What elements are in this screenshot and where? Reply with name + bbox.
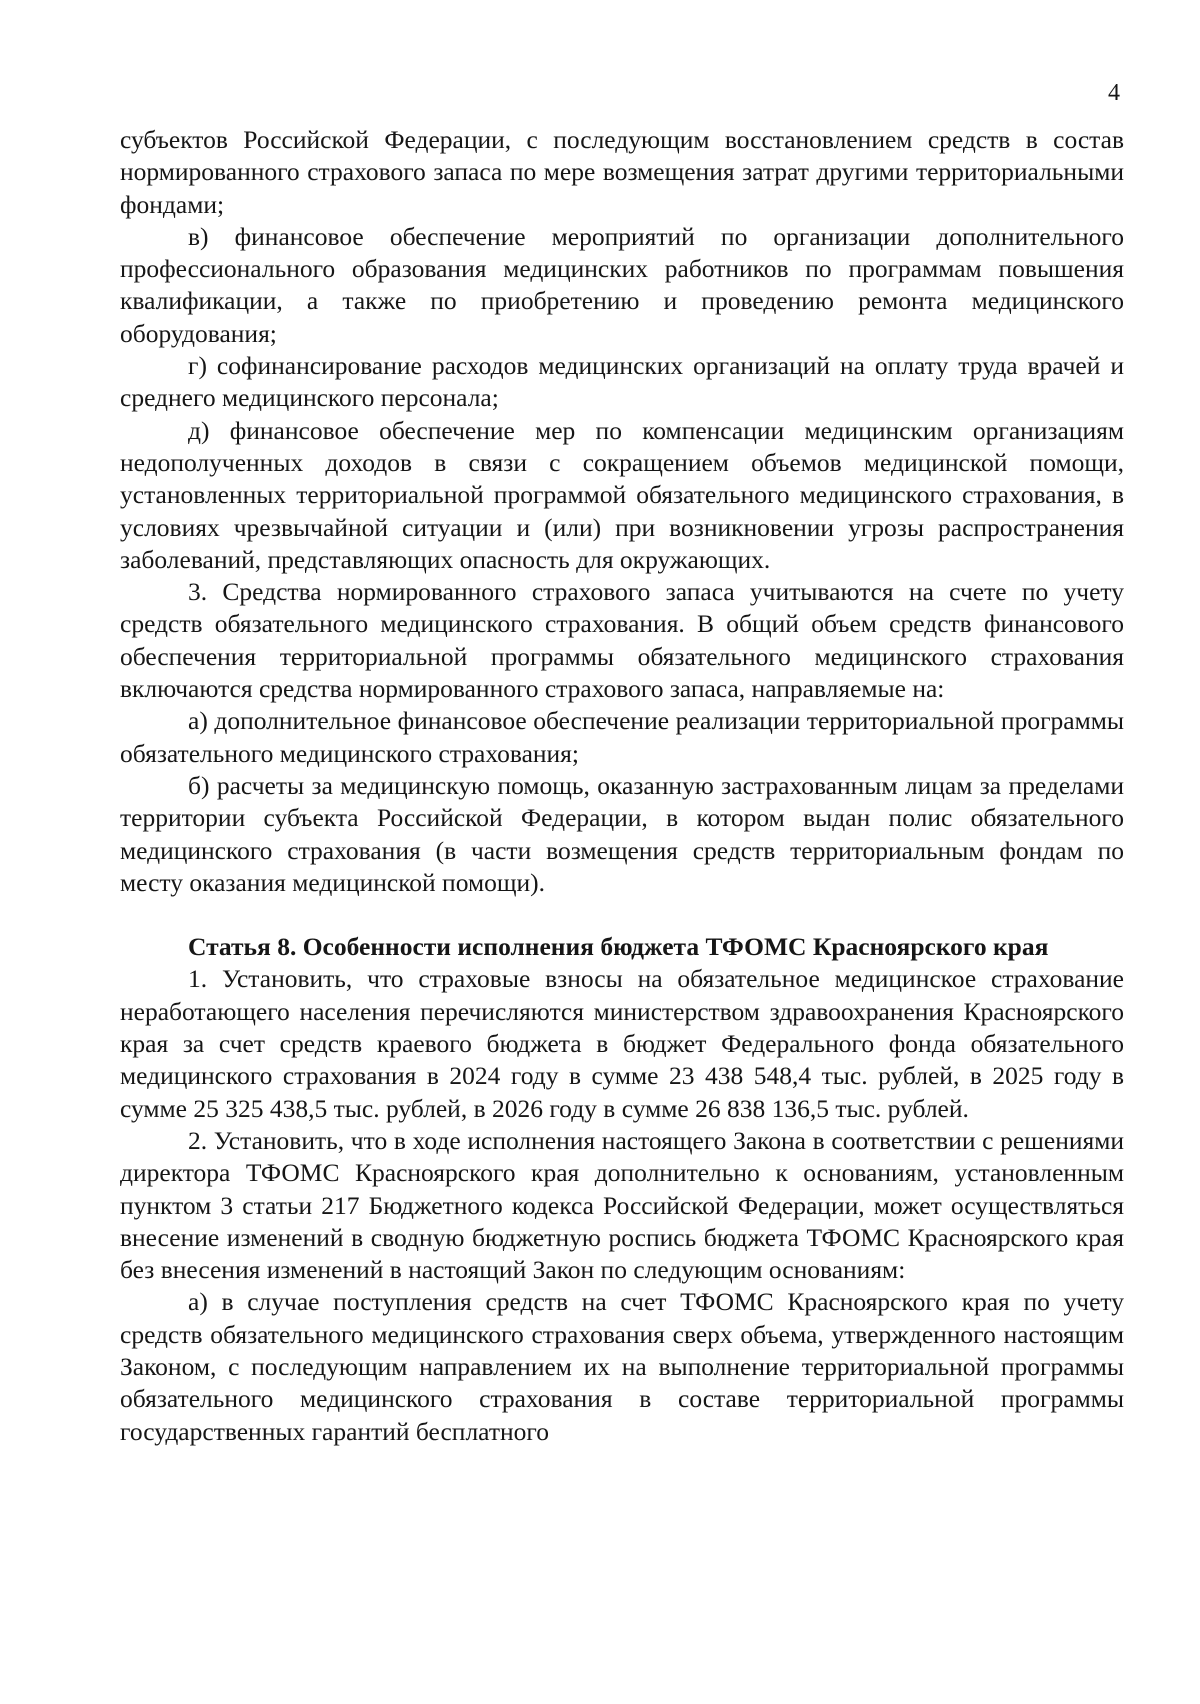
paragraph-clause-3: 3. Средства нормированного страхового запаса учитываются на счете по учету средств обязательного медицинского страхования. В общий объем средств финансового обеспечения территориальной программы обязательного медицинского страхования включаются средства нормированного страхового запаса, направляемые на: — [120, 577, 1124, 704]
paragraph-item-b: б) расчеты за медицинскую помощь, оказанную застрахованным лицам за пределами территории субъекта Российской Федерации, в котором выдан полис обязательного медицинского страхования (в части возмещения средств территориальным фондам по месту оказания медицинской помощи). — [120, 770, 1124, 897]
paragraph-item-a: а) дополнительное финансовое обеспечение реализации территориальной программы обязательного медицинского страхования; — [120, 706, 1124, 768]
paragraph-item-d: д) финансовое обеспечение мер по компенсации медицинским организациям недополученных доходов в связи с сокращением объемов медицинской помощи, установленных территориальной программой обязательного медицинского страхования, в условиях чрезвычайной ситуации и (или) при возникновении угрозы распространения заболеваний, представляющих опасность для окружающих. — [120, 415, 1124, 574]
paragraph-article-8-item-a: а) в случае поступления средств на счет ТФОМС Красноярского края по учету средств обязательного медицинского страхования сверх объема, утвержденного настоящим Законом, с последующим направлением их на выполнение территориальной программы обязательного медицинского страхования в составе территориальной программы государственных гарантий бесплатного — [120, 1287, 1124, 1446]
document-body — [120, 124, 1124, 1448]
article-8-heading: Статья 8. Особенности исполнения бюджета ТФОМС Красноярского края — [188, 932, 1049, 962]
paragraph-article-8-clause-2: 2. Установить, что в ходе исполнения настоящего Закона в соответствии с решениями директора ТФОМС Красноярского края дополнительно к основаниям, установленным пунктом 3 статьи 217 Бюджетного кодекса Российской Федерации, может осуществляться внесение изменений в сводную бюджетную роспись бюджета ТФОМС Красноярского края без внесения изменений в настоящий Закон по следующим основаниям: — [120, 1125, 1124, 1285]
paragraph-item-g: г) софинансирование расходов медицинских организаций на оплату труда врачей и среднего медицинского персонала; — [120, 351, 1124, 413]
paragraph-article-8-clause-1: 1. Установить, что страховые взносы на обязательное медицинское страхование неработающего населения перечисляются министерством здравоохранения Красноярского края за счет средств краевого бюджета в бюджет Федерального фонда обязательного медицинского страхования в 2024 году в сумме 23 438 548,4 тыс. рублей, в 2025 году в сумме 25 325 438,5 тыс. рублей, в 2026 году в сумме 26 838 136,5 тыс. рублей. — [120, 964, 1124, 1123]
paragraph-continuation: субъектов Российской Федерации, с последующим восстановлением средств в состав нормированного страхового запаса по мере возмещения затрат другими территориальными фондами; — [120, 125, 1124, 219]
page-number: 4 — [1108, 80, 1120, 106]
paragraph-item-v: в) финансовое обеспечение мероприятий по организации дополнительного профессионального образования медицинских работников по программам повышения квалификации, а также по приобретению и проведению ремонта медицинского оборудования; — [120, 221, 1124, 348]
